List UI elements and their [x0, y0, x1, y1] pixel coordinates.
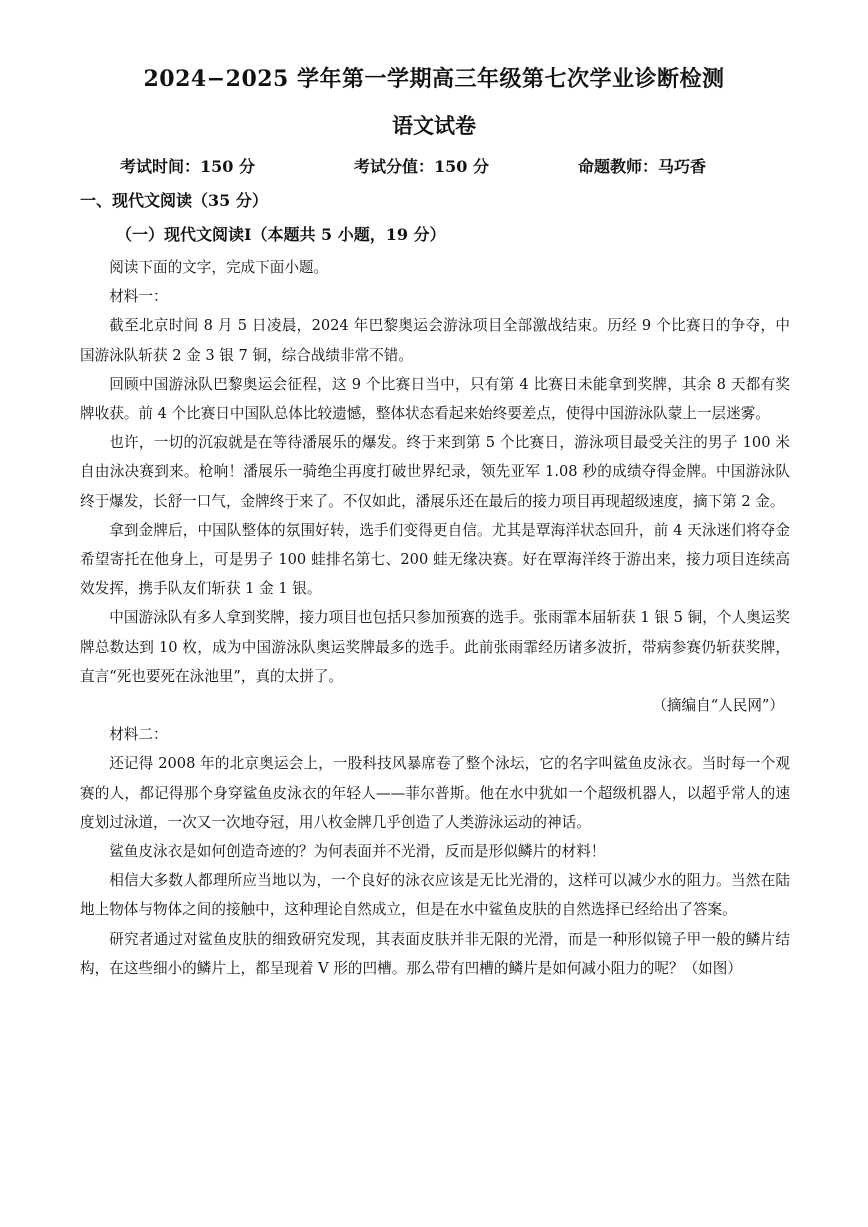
- instruction-paragraph: 阅读下面的文字，完成下面小题。: [109, 259, 329, 276]
- exam-subject: 语文试卷: [392, 113, 476, 138]
- body-paragraph: 鲨鱼皮泳衣是如何创造奇迹的？为何表面并不光滑，反而是形似鳞片的材料！: [109, 843, 606, 861]
- body-paragraph: 中国游泳队有多人拿到奖牌，接力项目也包括只参加预赛的选手。张雨霏本届斩获 1 银 5 铜，个人奥运奖牌总数达到 10 枚，成为中国游泳队奥运奖牌最多的选手。此前张雨霏经历诸多波折，带病参赛仍斩获奖牌，直言“死也要死在泳池里”，真的太拼了。: [80, 609, 790, 685]
- body-paragraph: 截至北京时间 8 月 5 日凌晨，2024 年巴黎奥运会游泳项目全部激战结束。历经 9 个比赛日的争夺，中国游泳队斩获 2 金 3 银 7 铜，综合战绩非常不错。: [80, 317, 790, 364]
- body-paragraph: 研究者通过对鲨鱼皮肤的细致研究发现，其表面皮肤并非无限的光滑，而是一种形似镜子甲一般的鳞片结构，在这些细小的鳞片上，都呈现着 V 形的凹槽。那么带有凹槽的鳞片是如何减小阻力的呢？（如图）: [80, 930, 790, 977]
- exam-teacher: 命题教师：马巧香: [578, 157, 707, 176]
- body-paragraph: 拿到金牌后，中国队整体的氛围好转，选手们变得更自信。尤其是覃海洋状态回升，前 4 天泳迷们将夺金希望寄托在他身上，可是男子 100 蛙排名第七、200 蛙无缘决赛。好在覃海洋终于游出来，接力项目连续高效发挥，携手队友们斩获 1 金 1 银。: [80, 521, 790, 598]
- exam-title: 2024−2025 学年第一学期高三年级第七次学业诊断检测: [143, 66, 725, 92]
- body-paragraph: 还记得 2008 年的北京奥运会上，一股科技风暴席卷了整个泳坛，它的名字叫鲨鱼皮泳衣。当时每一个观赛的人，都记得那个身穿鲨鱼皮泳衣的年轻人——菲尔普斯。他在水中犹如一个超级机器人，以超乎常人的速度划过泳道，一次又一次地夺冠，用八枚金牌几乎创造了人类游泳运动的神话。: [80, 755, 790, 831]
- section-heading: 一、现代文阅读（35 分）: [80, 191, 268, 210]
- material-label: 材料一：: [109, 288, 168, 306]
- material-label: 材料二：: [109, 726, 168, 744]
- exam-score: 考试分值：150 分: [354, 157, 489, 176]
- subsection-heading: （一）现代文阅读Ⅰ（本题共 5 小题，19 分）: [116, 225, 446, 244]
- body-paragraph: 相信大多数人都理所应当地以为，一个良好的泳衣应该是无比光滑的，这样可以减少水的阻力。当然在陆地上物体与物体之间的接触中，这种理论自然成立，但是在水中鲨鱼皮肤的自然选择已经给出了答案。: [80, 872, 790, 919]
- body-paragraph: 回顾中国游泳队巴黎奥运会征程，这 9 个比赛日当中，只有第 4 比赛日未能拿到奖牌，其余 8 天都有奖牌收获。前 4 个比赛日中国队总体比较遗憾，整体状态看起来始终要差点，使得中国游泳队蒙上一层迷雾。: [80, 375, 790, 423]
- body-paragraph: 也许，一切的沉寂就是在等待潘展乐的爆发。终于来到第 5 个比赛日，游泳项目最受关注的男子 100 米自由泳决赛到来。枪响！潘展乐一骑绝尘再度打破世界纪录，领先亚军 1.08 秒的成绩夺得金牌。中国游泳队终于爆发，长舒一口气，金牌终于来了。不仅如此，潘展乐还在最后的接力项目再现超级速度，摘下第 2 金。: [80, 434, 790, 510]
- source-citation: （摘编自“人民网”）: [652, 697, 784, 715]
- reading-body: [80, 253, 790, 983]
- exam-time: 考试时间：150 分: [120, 157, 255, 176]
